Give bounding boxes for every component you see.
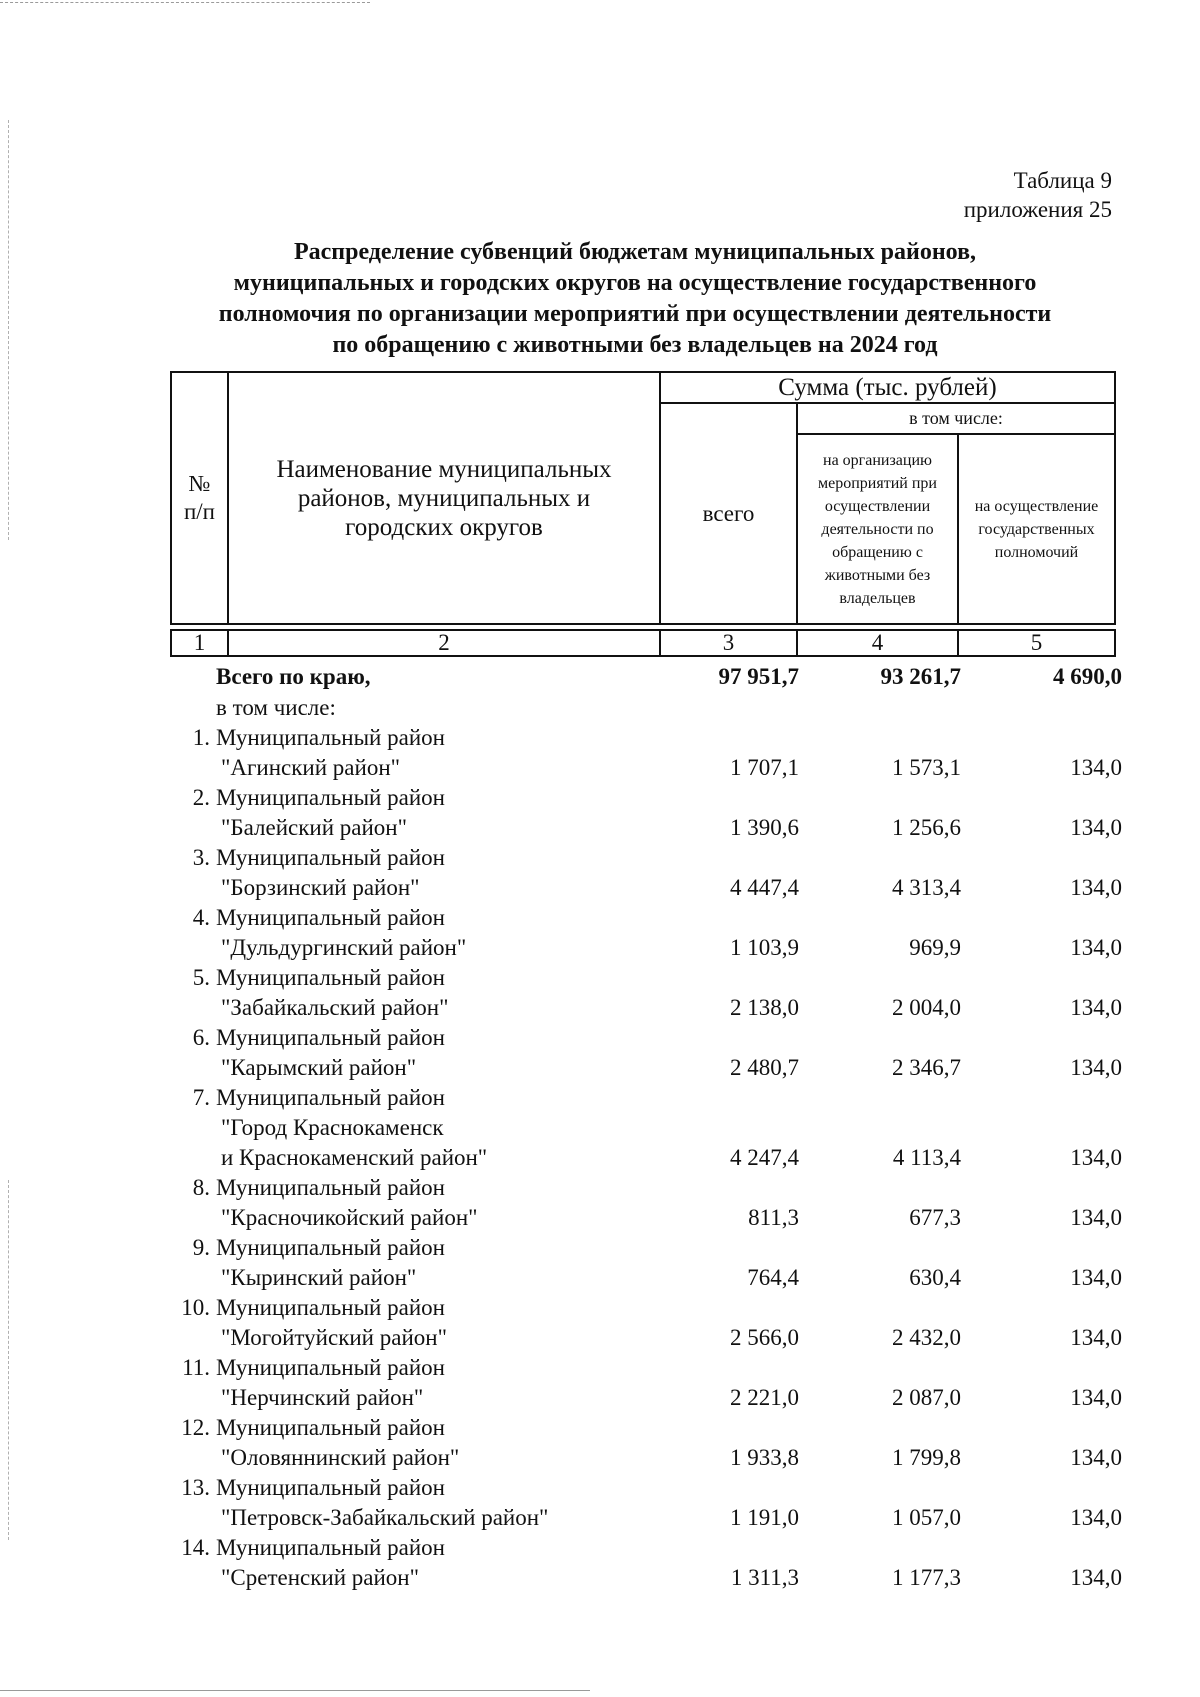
table-row	[170, 1473, 1122, 1533]
row-value-organization: 1 573,1	[892, 755, 961, 780]
table-row	[170, 963, 1122, 1023]
row-number: 10.	[181, 1295, 210, 1320]
row-value-all: 2 138,0	[730, 995, 799, 1020]
table-row	[170, 843, 1122, 903]
row-name-line: Муниципальный район	[216, 1025, 445, 1050]
row-value-organization: 2 087,0	[892, 1385, 961, 1410]
row-value-organization: 677,3	[909, 1205, 961, 1230]
row-number: 6.	[192, 1025, 210, 1050]
row-value-state: 134,0	[1070, 1055, 1122, 1080]
row-name-line: "Могойтуйский район"	[221, 1325, 447, 1350]
row-name	[216, 723, 661, 783]
row-value-organization: 2 004,0	[892, 995, 961, 1020]
table-row	[170, 723, 1122, 783]
row-name-line: Муниципальный район	[216, 1355, 445, 1380]
row-value-all: 1 707,1	[730, 755, 799, 780]
row-value-state: 134,0	[1070, 875, 1122, 900]
row-name	[216, 1233, 661, 1293]
total-label: Всего по краю,	[216, 664, 371, 689]
row-name-line: Муниципальный район	[216, 1085, 445, 1110]
scan-edge-mark	[8, 1180, 9, 1540]
table-row	[170, 783, 1122, 843]
column-number-1: 1	[170, 629, 229, 657]
row-value-organization: 2 346,7	[892, 1055, 961, 1080]
column-number-3: 3	[659, 629, 798, 657]
row-name	[216, 1473, 661, 1533]
row-name-line: Муниципальный район	[216, 965, 445, 990]
title-line: муниципальных и городских округов на осуществление государственного	[233, 270, 1037, 296]
row-name	[216, 1173, 661, 1233]
header-total: всего	[659, 402, 798, 625]
title-line: Распределение субвенций бюджетам муниципальных районов,	[293, 239, 977, 265]
row-name	[216, 783, 661, 843]
row-value-state: 134,0	[1070, 1445, 1122, 1470]
row-name-line: Муниципальный район	[216, 1235, 445, 1260]
row-value-organization: 2 432,0	[892, 1325, 961, 1350]
row-value-all: 1 191,0	[730, 1505, 799, 1530]
row-name-line: "Петровск-Забайкальский район"	[221, 1505, 549, 1530]
row-name-line: Муниципальный район	[216, 1415, 445, 1440]
row-number: 8.	[192, 1175, 210, 1200]
row-value-state: 134,0	[1070, 935, 1122, 960]
row-value-state: 134,0	[1070, 1265, 1122, 1290]
scan-artifact-top	[0, 2, 370, 3]
row-number: 5.	[192, 965, 210, 990]
row-name-line: Муниципальный район	[216, 725, 445, 750]
column-number-2: 2	[227, 629, 661, 657]
row-name-line: Муниципальный район	[216, 1295, 445, 1320]
row-value-organization: 1 057,0	[892, 1505, 961, 1530]
table-reference	[964, 166, 1112, 224]
row-name	[216, 903, 661, 963]
table-number: Таблица 9	[1013, 168, 1112, 193]
row-name	[216, 1533, 661, 1593]
row-name-line: "Забайкальский район"	[221, 995, 449, 1020]
row-number: 9.	[192, 1235, 210, 1260]
row-number: 1.	[192, 725, 210, 750]
total-value-organization: 93 261,7	[880, 664, 961, 689]
row-name-line: "Балейский район"	[221, 815, 407, 840]
row-name-line: "Красночикойский район"	[221, 1205, 478, 1230]
row-number: 11.	[182, 1355, 210, 1380]
table-row	[170, 1353, 1122, 1413]
including-row	[170, 693, 1116, 723]
row-name	[216, 1293, 661, 1353]
including-label: в том числе:	[216, 695, 336, 720]
row-name	[216, 963, 661, 1023]
title-line: полномочия по организации мероприятий при осуществлении деятельности	[218, 301, 1052, 327]
total-value-all: 97 951,7	[718, 664, 799, 689]
header-number: № п/п	[170, 371, 229, 625]
row-name-line: "Агинский район"	[221, 755, 401, 780]
row-value-state: 134,0	[1070, 755, 1122, 780]
row-number: 14.	[181, 1535, 210, 1560]
row-name	[216, 1023, 661, 1083]
row-value-state: 134,0	[1070, 995, 1122, 1020]
row-value-state: 134,0	[1070, 1145, 1122, 1170]
row-name	[216, 1413, 661, 1473]
row-value-organization: 1 177,3	[892, 1565, 961, 1590]
row-value-state: 134,0	[1070, 1325, 1122, 1350]
row-name-line: Муниципальный район	[216, 1175, 445, 1200]
table-row	[170, 1293, 1122, 1353]
row-number: 13.	[181, 1475, 210, 1500]
row-value-all: 4 447,4	[730, 875, 799, 900]
row-name-line: "Оловяннинский район"	[221, 1445, 460, 1470]
column-number-5: 5	[957, 629, 1116, 657]
row-value-all: 4 247,4	[730, 1145, 799, 1170]
header-organization: на организацию мероприятий при осуществлении деятельности по обращению с животными без владельцев	[796, 433, 959, 625]
title-line: по обращению с животными без владельцев на 2024 год	[332, 332, 938, 358]
row-value-all: 1 390,6	[730, 815, 799, 840]
table-row	[170, 1173, 1122, 1233]
row-value-state: 134,0	[1070, 1385, 1122, 1410]
row-name-line: "Дульдургинский район"	[221, 935, 467, 960]
row-value-all: 764,4	[747, 1265, 799, 1290]
row-number: 12.	[181, 1415, 210, 1440]
row-name-line: "Нерчинский район"	[221, 1385, 424, 1410]
row-value-organization: 4 113,4	[892, 1145, 961, 1170]
row-number: 4.	[192, 905, 210, 930]
row-name	[216, 843, 661, 903]
row-value-organization: 1 799,8	[892, 1445, 961, 1470]
header-name: Наименование муниципальных районов, муниципальных и городских округов	[227, 371, 661, 625]
table-row	[170, 903, 1122, 963]
document-title	[170, 237, 1100, 361]
row-number: 3.	[192, 845, 210, 870]
table-row	[170, 1413, 1122, 1473]
scan-artifact-bottom	[0, 1690, 590, 1691]
row-name	[216, 1353, 661, 1413]
row-value-organization: 4 313,4	[892, 875, 961, 900]
header-sum: Сумма (тыс. рублей)	[659, 371, 1116, 404]
row-name-line: Муниципальный район	[216, 785, 445, 810]
table-body	[170, 662, 1122, 1593]
appendix-number: приложения 25	[963, 197, 1112, 222]
total-row	[170, 662, 1122, 692]
row-value-all: 1 933,8	[730, 1445, 799, 1470]
row-value-organization: 969,9	[909, 935, 961, 960]
row-name-line: и Краснокаменский район"	[221, 1145, 488, 1170]
row-value-organization: 1 256,6	[892, 815, 961, 840]
header-state-powers: на осуществление государственных полномочий	[957, 433, 1116, 625]
table-header	[170, 371, 1116, 657]
scan-edge-mark	[8, 120, 9, 540]
row-number: 7.	[192, 1085, 210, 1110]
row-value-state: 134,0	[1070, 815, 1122, 840]
row-name-line: "Сретенский район"	[221, 1565, 419, 1590]
row-value-state: 134,0	[1070, 1505, 1122, 1530]
table-row	[170, 1233, 1122, 1293]
row-name-line: Муниципальный район	[216, 1475, 445, 1500]
row-name-line: Муниципальный район	[216, 1535, 445, 1560]
row-value-all: 2 480,7	[730, 1055, 799, 1080]
row-value-all: 1 103,9	[730, 935, 799, 960]
row-name-line: "Город Краснокаменск	[221, 1115, 444, 1140]
column-number-4: 4	[796, 629, 959, 657]
table-row	[170, 1083, 1122, 1173]
row-name-line: "Кыринский район"	[221, 1265, 417, 1290]
row-name-line: "Борзинский район"	[221, 875, 420, 900]
row-name-line: "Карымский район"	[221, 1055, 417, 1080]
row-value-organization: 630,4	[909, 1265, 961, 1290]
row-name-line: Муниципальный район	[216, 905, 445, 930]
row-value-all: 2 566,0	[730, 1325, 799, 1350]
row-value-all: 811,3	[748, 1205, 799, 1230]
row-number: 2.	[192, 785, 210, 810]
row-name-line: Муниципальный район	[216, 845, 445, 870]
table-row	[170, 1533, 1122, 1593]
row-value-all: 1 311,3	[730, 1565, 799, 1590]
table-row	[170, 1023, 1122, 1083]
row-value-all: 2 221,0	[730, 1385, 799, 1410]
row-name	[216, 1083, 661, 1173]
total-value-state: 4 690,0	[1053, 664, 1122, 689]
row-value-state: 134,0	[1070, 1565, 1122, 1590]
row-value-state: 134,0	[1070, 1205, 1122, 1230]
header-including: в том числе:	[796, 402, 1116, 435]
